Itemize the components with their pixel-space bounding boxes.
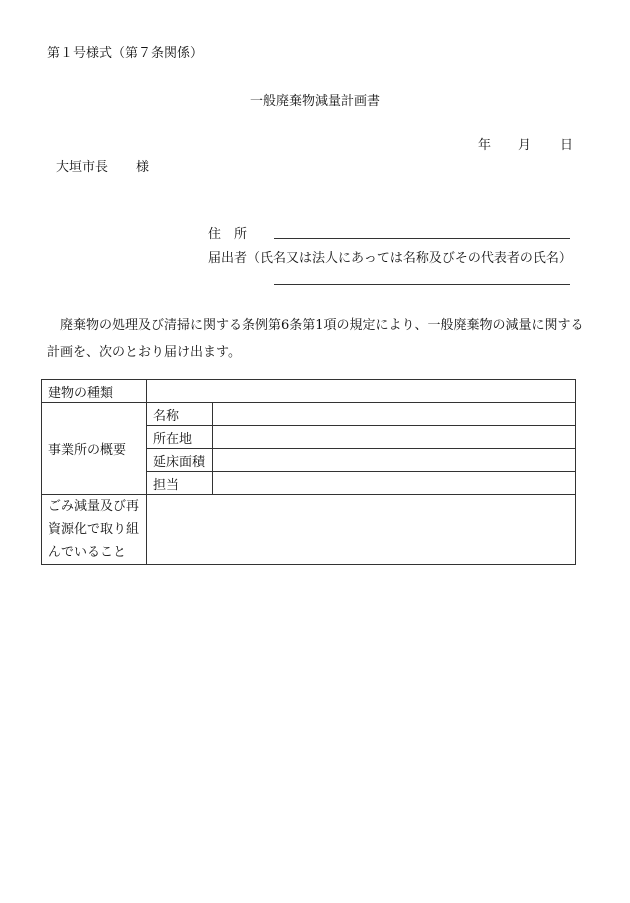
person-in-charge-field[interactable] xyxy=(213,472,576,495)
form-number: 第１号様式（第７条関係） xyxy=(47,46,204,61)
office-location-label: 所在地 xyxy=(147,426,213,449)
person-in-charge-label: 担当 xyxy=(147,472,213,495)
table-row xyxy=(42,495,576,565)
address-label: 住 所 xyxy=(208,227,248,242)
office-name-label: 名称 xyxy=(147,403,213,426)
addressee-name: 大垣市長 xyxy=(56,160,109,175)
office-overview-label: 事業所の概要 xyxy=(42,403,147,495)
building-type-label: 建物の種類 xyxy=(42,380,147,403)
address-input-line[interactable] xyxy=(274,238,570,239)
table-row xyxy=(42,380,576,403)
date-day-label: 日 xyxy=(560,138,574,153)
addressee-honorific: 様 xyxy=(136,160,150,175)
info-table xyxy=(41,379,576,565)
building-type-field[interactable] xyxy=(147,380,576,403)
office-name-field[interactable] xyxy=(213,403,576,426)
document-title: 一般廃棄物減量計画書 xyxy=(249,94,380,109)
body-text: 廃棄物の処理及び清掃に関する条例第6条第1項の規定により、一般廃棄物の減量に関する計画を、次のとおり届け出ます。 xyxy=(47,318,584,360)
date-month-label: 月 xyxy=(518,138,532,153)
office-location-field[interactable] xyxy=(213,426,576,449)
notifier-label: 届出者（氏名又は法人にあっては名称及びその代表者の氏名） xyxy=(208,251,572,266)
waste-reduction-label: ごみ減量及び再資源化で取り組んでいること xyxy=(42,495,147,565)
table-row xyxy=(42,403,576,426)
waste-reduction-field[interactable] xyxy=(147,495,576,565)
floor-area-field[interactable] xyxy=(213,449,576,472)
notifier-input-line[interactable] xyxy=(274,284,570,285)
floor-area-label: 延床面積 xyxy=(147,449,213,472)
date-year-label: 年 xyxy=(478,138,492,153)
